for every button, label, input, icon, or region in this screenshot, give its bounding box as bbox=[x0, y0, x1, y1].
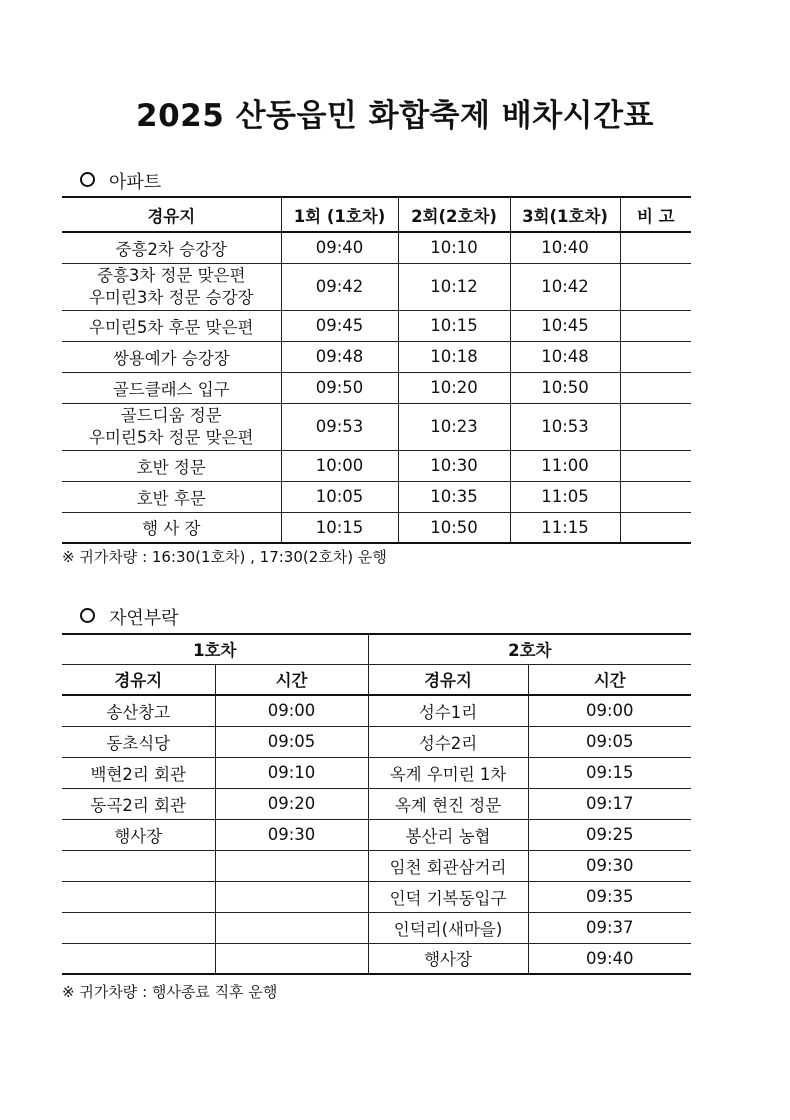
stop-cell: 성수1리 bbox=[368, 695, 528, 726]
table-row bbox=[62, 788, 691, 819]
stop-cell bbox=[62, 263, 281, 310]
time-cell: 10:15 bbox=[398, 310, 510, 341]
time-cell: 09:42 bbox=[281, 263, 398, 310]
note-cell bbox=[620, 372, 691, 403]
time-cell: 09:48 bbox=[281, 341, 398, 372]
column-header: 시간 bbox=[215, 664, 368, 695]
time-cell: 09:00 bbox=[528, 695, 691, 726]
stop-cell bbox=[62, 943, 215, 974]
table-row bbox=[62, 450, 691, 481]
note-cell bbox=[620, 310, 691, 341]
stop-line: 중흥3차 정문 맞은편 bbox=[97, 265, 246, 285]
note-cell bbox=[620, 481, 691, 512]
stop-cell: 동곡2리 회관 bbox=[62, 788, 215, 819]
table-header-row bbox=[62, 197, 691, 232]
stop-cell: 중흥2차 승강장 bbox=[62, 232, 281, 263]
note-cell bbox=[620, 341, 691, 372]
note-cell bbox=[620, 232, 691, 263]
section-heading-village bbox=[80, 604, 179, 630]
table-row bbox=[62, 310, 691, 341]
time-cell: 10:40 bbox=[510, 232, 620, 263]
time-cell: 11:05 bbox=[510, 481, 620, 512]
stop-cell: 송산창고 bbox=[62, 695, 215, 726]
time-cell: 09:30 bbox=[215, 819, 368, 850]
time-cell: 09:50 bbox=[281, 372, 398, 403]
time-cell: 09:35 bbox=[528, 881, 691, 912]
note-cell bbox=[620, 450, 691, 481]
time-cell: 11:00 bbox=[510, 450, 620, 481]
time-cell: 09:05 bbox=[215, 726, 368, 757]
stop-cell bbox=[62, 403, 281, 450]
table-row bbox=[62, 403, 691, 450]
table-row bbox=[62, 695, 691, 726]
table-row bbox=[62, 726, 691, 757]
stop-line: 우미린5차 정문 맞은편 bbox=[89, 427, 254, 447]
circle-bullet-icon bbox=[80, 608, 95, 623]
time-cell: 10:45 bbox=[510, 310, 620, 341]
table-row bbox=[62, 881, 691, 912]
time-cell: 10:12 bbox=[398, 263, 510, 310]
time-cell: 10:23 bbox=[398, 403, 510, 450]
time-cell: 10:20 bbox=[398, 372, 510, 403]
column-header: 경유지 bbox=[62, 197, 281, 232]
table-row bbox=[62, 943, 691, 974]
column-header: 경유지 bbox=[368, 664, 528, 695]
table-row bbox=[62, 341, 691, 372]
time-cell: 09:40 bbox=[528, 943, 691, 974]
table-row bbox=[62, 481, 691, 512]
time-cell: 09:05 bbox=[528, 726, 691, 757]
column-header: 3회(1호차) bbox=[510, 197, 620, 232]
stop-cell: 성수2리 bbox=[368, 726, 528, 757]
village-footnote: ※ 귀가차량 : 행사종료 직후 운행 bbox=[62, 983, 278, 1001]
time-cell: 09:45 bbox=[281, 310, 398, 341]
page-title: 2025 산동읍민 화합축제 배차시간표 bbox=[136, 98, 654, 134]
time-cell: 10:35 bbox=[398, 481, 510, 512]
stop-cell: 옥계 우미린 1차 bbox=[368, 757, 528, 788]
bus2-header: 2호차 bbox=[368, 634, 691, 664]
village-schedule-table bbox=[62, 633, 691, 975]
time-cell bbox=[215, 850, 368, 881]
time-cell: 09:00 bbox=[215, 695, 368, 726]
apartment-footnote: ※ 귀가차량 : 16:30(1호차) , 17:30(2호차) 운행 bbox=[62, 548, 387, 566]
time-cell: 10:00 bbox=[281, 450, 398, 481]
stop-cell: 행사장 bbox=[368, 943, 528, 974]
time-cell: 10:10 bbox=[398, 232, 510, 263]
stop-cell: 골드클래스 입구 bbox=[62, 372, 281, 403]
bus-header-row bbox=[62, 634, 691, 664]
stop-cell: 호반 후문 bbox=[62, 481, 281, 512]
time-cell: 10:30 bbox=[398, 450, 510, 481]
column-header: 비 고 bbox=[620, 197, 691, 232]
table-row bbox=[62, 263, 691, 310]
stop-cell: 호반 정문 bbox=[62, 450, 281, 481]
time-cell: 09:53 bbox=[281, 403, 398, 450]
time-cell: 11:15 bbox=[510, 512, 620, 543]
time-cell bbox=[215, 943, 368, 974]
stop-cell: 우미린5차 후문 맞은편 bbox=[62, 310, 281, 341]
time-cell: 10:18 bbox=[398, 341, 510, 372]
time-cell: 09:30 bbox=[528, 850, 691, 881]
time-cell: 10:15 bbox=[281, 512, 398, 543]
table-row bbox=[62, 912, 691, 943]
table-header-row bbox=[62, 664, 691, 695]
table-row bbox=[62, 850, 691, 881]
stop-line: 골드디움 정문 bbox=[120, 405, 222, 425]
column-header: 1회 (1호차) bbox=[281, 197, 398, 232]
time-cell: 09:40 bbox=[281, 232, 398, 263]
stop-cell: 옥계 현진 정문 bbox=[368, 788, 528, 819]
stop-cell: 인덕 기복동입구 bbox=[368, 881, 528, 912]
time-cell: 10:48 bbox=[510, 341, 620, 372]
table-row bbox=[62, 372, 691, 403]
note-cell bbox=[620, 512, 691, 543]
time-cell bbox=[215, 912, 368, 943]
table-row bbox=[62, 232, 691, 263]
stop-cell: 백현2리 회관 bbox=[62, 757, 215, 788]
time-cell: 09:15 bbox=[528, 757, 691, 788]
column-header: 2회(2호차) bbox=[398, 197, 510, 232]
time-cell: 10:05 bbox=[281, 481, 398, 512]
note-cell bbox=[620, 263, 691, 310]
stop-cell: 봉산리 농협 bbox=[368, 819, 528, 850]
section-heading-label: 아파트 bbox=[109, 172, 162, 193]
table-row bbox=[62, 819, 691, 850]
section-heading-label: 자연부락 bbox=[109, 608, 179, 629]
stop-cell: 임천 회관삼거리 bbox=[368, 850, 528, 881]
time-cell: 09:10 bbox=[215, 757, 368, 788]
time-cell bbox=[215, 881, 368, 912]
time-cell: 10:42 bbox=[510, 263, 620, 310]
section-heading-apartment bbox=[80, 168, 161, 194]
stop-cell: 행 사 장 bbox=[62, 512, 281, 543]
column-header: 시간 bbox=[528, 664, 691, 695]
note-cell bbox=[620, 403, 691, 450]
stop-cell bbox=[62, 850, 215, 881]
time-cell: 09:17 bbox=[528, 788, 691, 819]
time-cell: 10:53 bbox=[510, 403, 620, 450]
stop-cell: 쌍용예가 승강장 bbox=[62, 341, 281, 372]
time-cell: 10:50 bbox=[510, 372, 620, 403]
time-cell: 09:37 bbox=[528, 912, 691, 943]
stop-cell: 행사장 bbox=[62, 819, 215, 850]
time-cell: 09:20 bbox=[215, 788, 368, 819]
stop-cell bbox=[62, 881, 215, 912]
bus1-header: 1호차 bbox=[62, 634, 368, 664]
table-row bbox=[62, 512, 691, 543]
stop-cell: 동초식당 bbox=[62, 726, 215, 757]
time-cell: 10:50 bbox=[398, 512, 510, 543]
stop-cell bbox=[62, 912, 215, 943]
time-cell: 09:25 bbox=[528, 819, 691, 850]
column-header: 경유지 bbox=[62, 664, 215, 695]
stop-line: 우미린3차 정문 승강장 bbox=[89, 287, 254, 307]
table-row bbox=[62, 757, 691, 788]
stop-cell: 인덕리(새마을) bbox=[368, 912, 528, 943]
apartment-schedule-table bbox=[62, 196, 691, 544]
circle-bullet-icon bbox=[80, 172, 95, 187]
